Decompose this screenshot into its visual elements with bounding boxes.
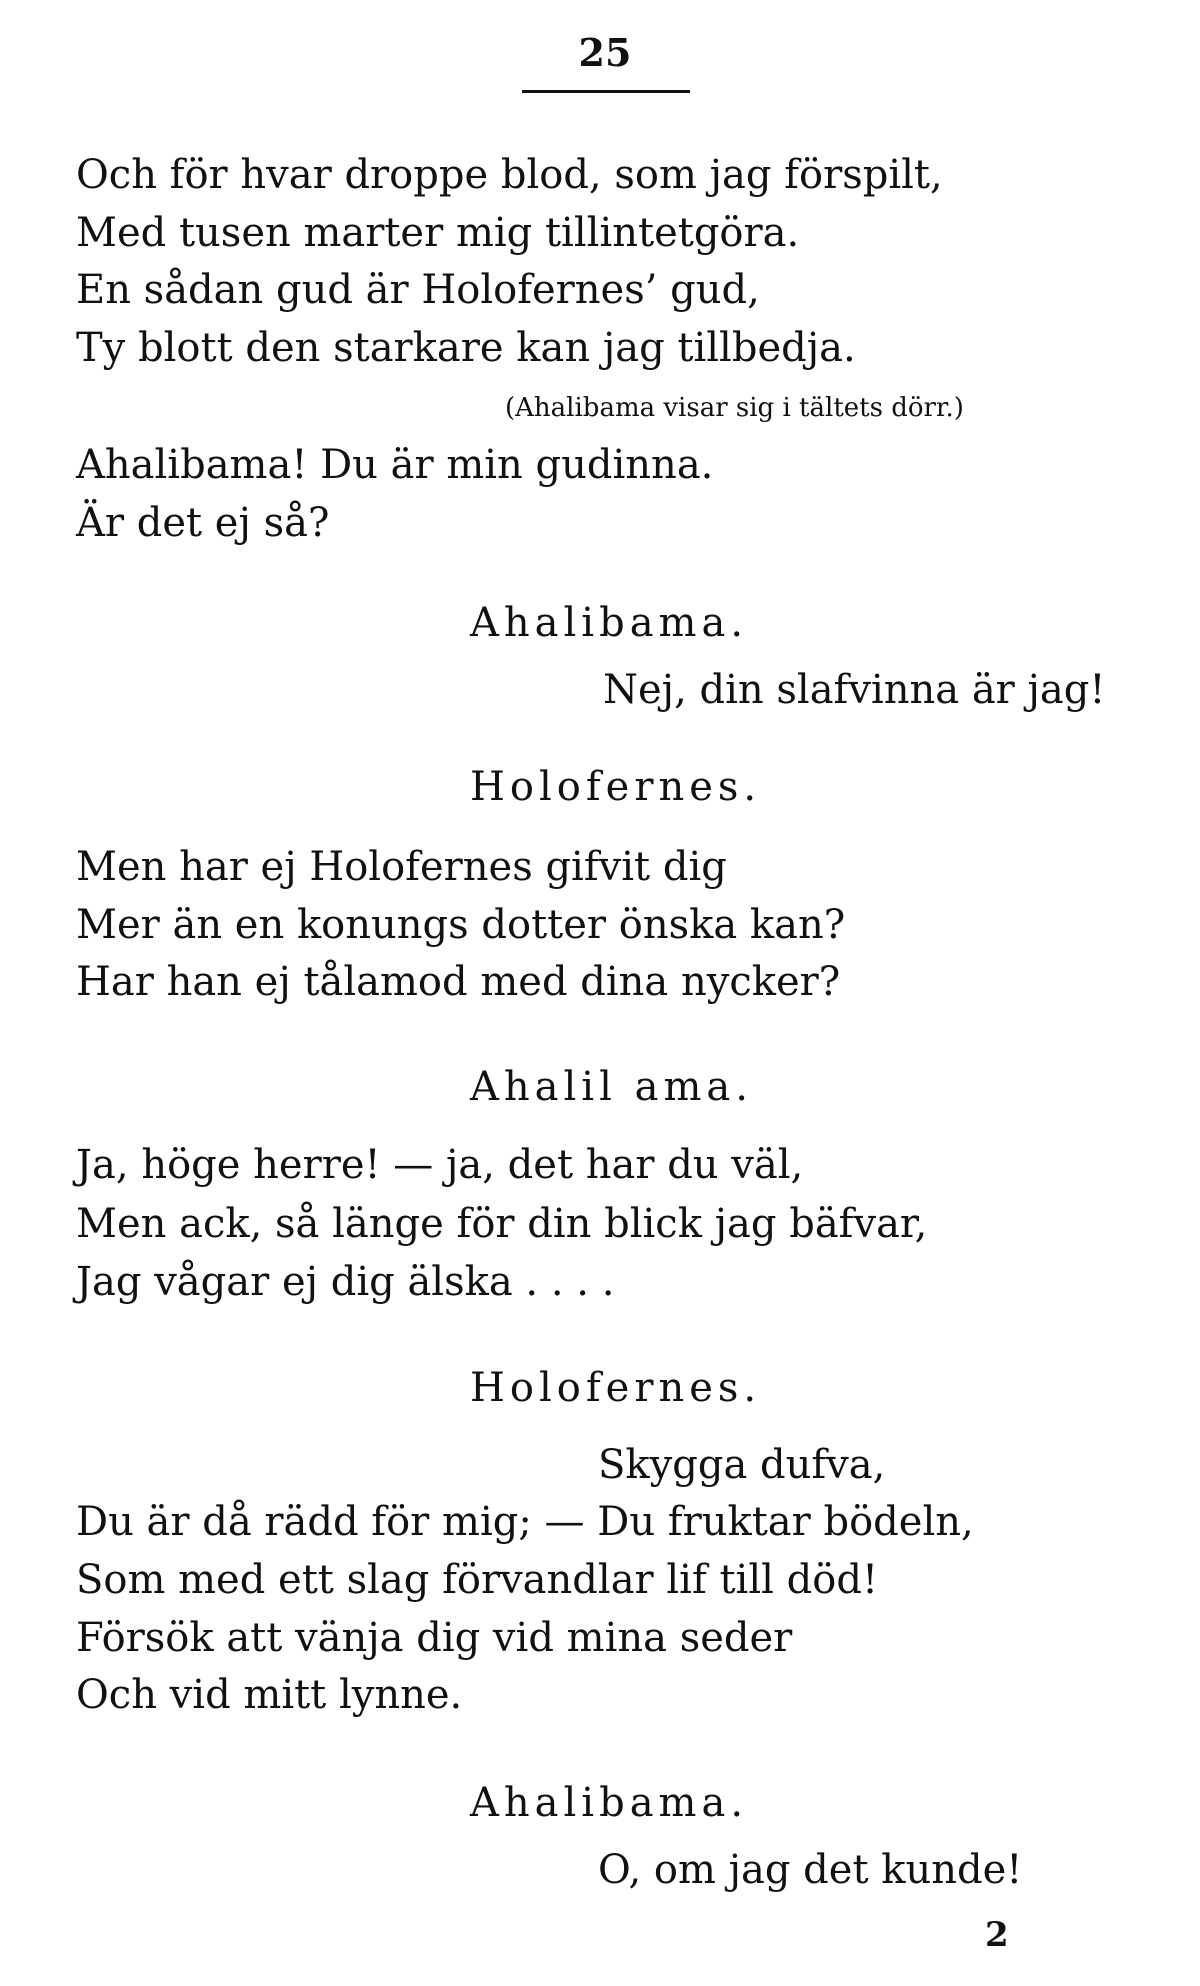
- verse-line: Nej, din slafvinna är jag!: [603, 667, 1106, 713]
- verse-line: O, om jag det kunde!: [598, 1847, 1023, 1893]
- page-number: 25: [578, 30, 632, 75]
- speaker-name: Ahalil ama.: [470, 1064, 753, 1110]
- verse-line: Ja, höge herre! — ja, det har du väl,: [76, 1142, 804, 1188]
- verse-line: Jag vågar ej dig älska . . . .: [76, 1259, 615, 1305]
- verse-line: Försök att vänja dig vid mina seder: [76, 1615, 793, 1661]
- verse-line: Du är då rädd för mig; — Du fruktar bödeln,: [76, 1499, 974, 1545]
- verse-line: Och för hvar droppe blod, som jag förspilt,: [76, 152, 943, 198]
- verse-line: Har han ej tålamod med dina nycker?: [76, 959, 841, 1005]
- speaker-name: Holofernes.: [470, 764, 762, 810]
- verse-line: Men ack, så länge för din blick jag bäfvar,: [76, 1201, 928, 1247]
- verse-line: Med tusen marter mig tillintetgöra.: [76, 210, 800, 256]
- verse-line: Mer än en konungs dotter önska kan?: [76, 902, 846, 948]
- verse-line: Som med ett slag förvandlar lif till död!: [76, 1557, 879, 1603]
- verse-line: Är det ej så?: [76, 500, 330, 546]
- verse-line: Ty blott den starkare kan jag tillbedja.: [76, 325, 856, 371]
- verse-line: Och vid mitt lynne.: [76, 1672, 463, 1718]
- speaker-name: Ahalibama.: [470, 1780, 749, 1826]
- verse-line: Skygga dufva,: [598, 1442, 886, 1488]
- signature-mark: 2: [985, 1915, 1009, 1955]
- stage-direction: (Ahalibama visar sig i tältets dörr.): [505, 393, 964, 423]
- speaker-name: Holofernes.: [470, 1365, 762, 1411]
- verse-line: En sådan gud är Holofernes’ gud,: [76, 267, 760, 313]
- speaker-name: Ahalibama.: [470, 600, 749, 646]
- page-number-rule: [522, 90, 690, 93]
- verse-line: Men har ej Holofernes gifvit dig: [76, 844, 727, 890]
- verse-line: Ahalibama! Du är min gudinna.: [76, 442, 714, 488]
